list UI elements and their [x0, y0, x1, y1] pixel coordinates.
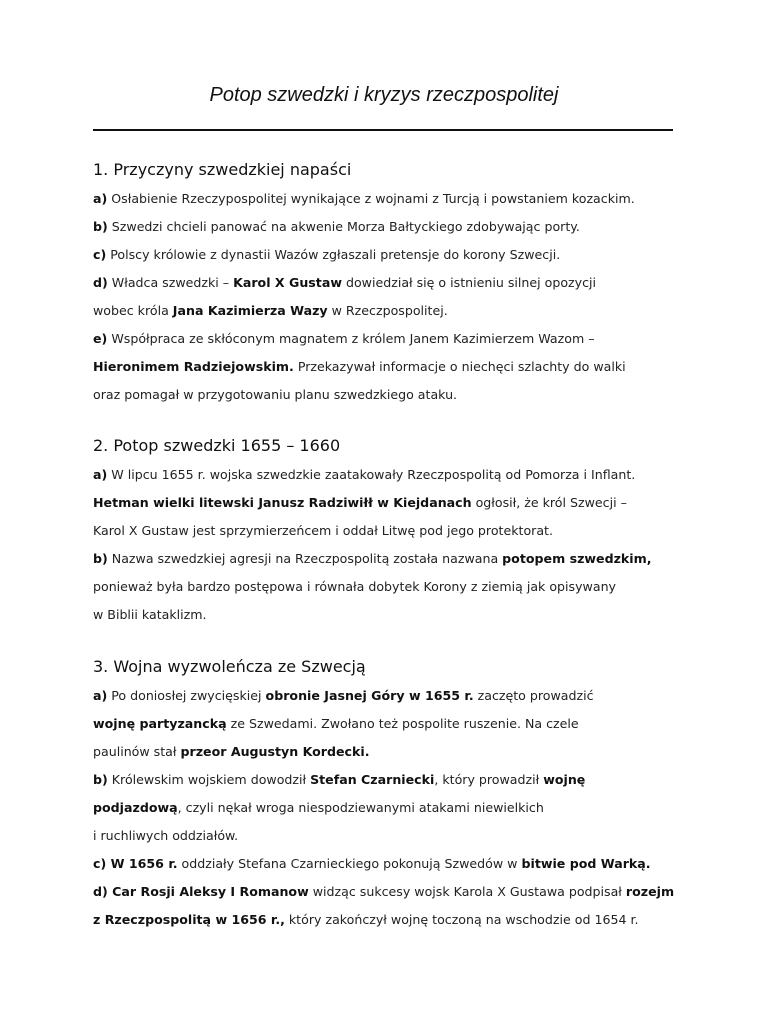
- paragraph-line: [93, 878, 693, 906]
- body-text: wobec króla: [93, 303, 173, 318]
- paragraph-line: [93, 517, 693, 545]
- body-text: widząc sukcesy wojsk Karola X Gustawa podpisał: [308, 884, 626, 899]
- bold-text: z Rzeczpospolitą w 1656 r.,: [93, 912, 285, 927]
- body-text: Karol X Gustaw jest sprzymierzeńcem i oddał Litwę pod jego protektorat.: [93, 523, 553, 538]
- body-text: oraz pomagał w przygotowaniu planu szwedzkiego ataku.: [93, 387, 458, 402]
- paragraph-line: [93, 850, 693, 878]
- paragraph-line: [93, 241, 693, 269]
- bold-text: a): [93, 467, 108, 482]
- bold-text: d) Car Rosji Aleksy I Romanow: [93, 884, 309, 899]
- body-text: Polscy królowie z dynastii Wazów zgłaszali pretensje do korony Szwecji.: [106, 247, 561, 262]
- bold-text: rozejm: [625, 884, 675, 899]
- body-text: dowiedział się o istnieniu silnej opozycji: [341, 275, 597, 290]
- body-text: który zakończył wojnę toczoną na wschodzie od 1654 r.: [284, 912, 639, 927]
- body-text: Po doniosłej zwycięskiej: [107, 688, 266, 703]
- body-text: Królewskim wojskiem dowodził: [107, 772, 311, 787]
- bold-text: d): [93, 275, 108, 290]
- body-text: Nazwa szwedzkiej agresji na Rzeczpospolitą została nazwana: [107, 551, 503, 566]
- title-underline: [93, 129, 673, 131]
- paragraph-line: [93, 822, 693, 850]
- paragraph-line: [93, 682, 693, 710]
- bold-text: Hieronimem Radziejowskim.: [93, 359, 294, 374]
- body-text: , czyli nękał wroga niespodziewanymi atakami niewielkich: [177, 800, 544, 815]
- body-text: w Biblii kataklizm.: [93, 607, 207, 622]
- paragraph-line: [93, 353, 693, 381]
- paragraph-line: [93, 794, 693, 822]
- body-text: Szwedzi chcieli panować na akwenie Morza Bałtyckiego zdobywając porty.: [107, 219, 580, 234]
- bold-text: a): [93, 191, 108, 206]
- paragraph-line: [93, 297, 693, 325]
- paragraph-line: [93, 766, 693, 794]
- body-text: ze Szwedami. Zwołano też pospolite ruszenie. Na czele: [226, 716, 579, 731]
- bold-text: c): [93, 247, 107, 262]
- section-liberation-war: [93, 652, 693, 934]
- body-text: ogłosił, że król Szwecji –: [471, 495, 627, 510]
- bold-text: Stefan Czarniecki: [310, 772, 435, 787]
- document-title: Potop szwedzki i kryzys rzeczpospolitej: [209, 84, 559, 106]
- bold-text: a): [93, 688, 108, 703]
- paragraph-line: [93, 738, 693, 766]
- bold-text: Hetman wielki litewski Janusz Radziwiłł w Kiejdanach: [93, 495, 472, 510]
- bold-text: obronie Jasnej Góry w 1655 r.: [265, 688, 474, 703]
- paragraph-line: [93, 489, 693, 517]
- paragraph-line: [93, 601, 693, 629]
- section-body: [93, 185, 693, 409]
- body-text: , który prowadził: [434, 772, 544, 787]
- paragraph-line: [93, 213, 693, 241]
- bold-text: wojnę: [543, 772, 586, 787]
- body-text: w Rzeczpospolitej.: [327, 303, 448, 318]
- paragraph-line: [93, 906, 693, 934]
- paragraph-line: [93, 461, 693, 489]
- section-heading: 1. Przyczyny szwedzkiej napaści: [93, 160, 352, 179]
- section-causes: [93, 155, 693, 409]
- bold-text: Jana Kazimierza Wazy: [172, 303, 328, 318]
- bold-text: wojnę partyzancką: [93, 716, 227, 731]
- body-text: Władca szwedzki –: [107, 275, 234, 290]
- bold-text: b): [93, 551, 108, 566]
- paragraph-line: [93, 381, 693, 409]
- bold-text: c) W 1656 r.: [93, 856, 178, 871]
- body-text: oddziały Stefana Czarnieckiego pokonują Szwedów w: [177, 856, 522, 871]
- bold-text: potopem szwedzkim,: [502, 551, 652, 566]
- section-deluge: [93, 431, 693, 629]
- body-text: W lipcu 1655 r. wojska szwedzkie zaatakowały Rzeczpospolitą od Pomorza i Inflant.: [107, 467, 636, 482]
- paragraph-line: [93, 545, 693, 573]
- body-text: Współpraca ze skłóconym magnatem z królem Janem Kazimierzem Wazom –: [107, 331, 595, 346]
- bold-text: podjazdową: [93, 800, 178, 815]
- paragraph-line: [93, 185, 693, 213]
- bold-text: b): [93, 219, 108, 234]
- bold-text: b): [93, 772, 108, 787]
- paragraph-line: [93, 710, 693, 738]
- bold-text: bitwie pod Warką.: [521, 856, 651, 871]
- bold-text: e): [93, 331, 108, 346]
- paragraph-line: [93, 269, 693, 297]
- section-body: [93, 682, 693, 934]
- section-body: [93, 461, 693, 629]
- body-text: Przekazywał informacje o niechęci szlachty do walki: [293, 359, 626, 374]
- bold-text: przeor Augustyn Kordecki.: [180, 744, 370, 759]
- section-heading: 2. Potop szwedzki 1655 – 1660: [93, 436, 341, 455]
- body-text: i ruchliwych oddziałów.: [93, 828, 239, 843]
- section-heading: 3. Wojna wyzwoleńcza ze Szwecją: [93, 657, 366, 676]
- paragraph-line: [93, 325, 693, 353]
- body-text: Osłabienie Rzeczypospolitej wynikające z wojnami z Turcją i powstaniem kozackim.: [107, 191, 635, 206]
- body-text: zaczęto prowadzić: [473, 688, 594, 703]
- body-text: paulinów stał: [93, 744, 181, 759]
- bold-text: Karol X Gustaw: [233, 275, 342, 290]
- paragraph-line: [93, 573, 693, 601]
- body-text: ponieważ była bardzo postępowa i równała dobytek Korony z ziemią jak opisywany: [93, 579, 617, 594]
